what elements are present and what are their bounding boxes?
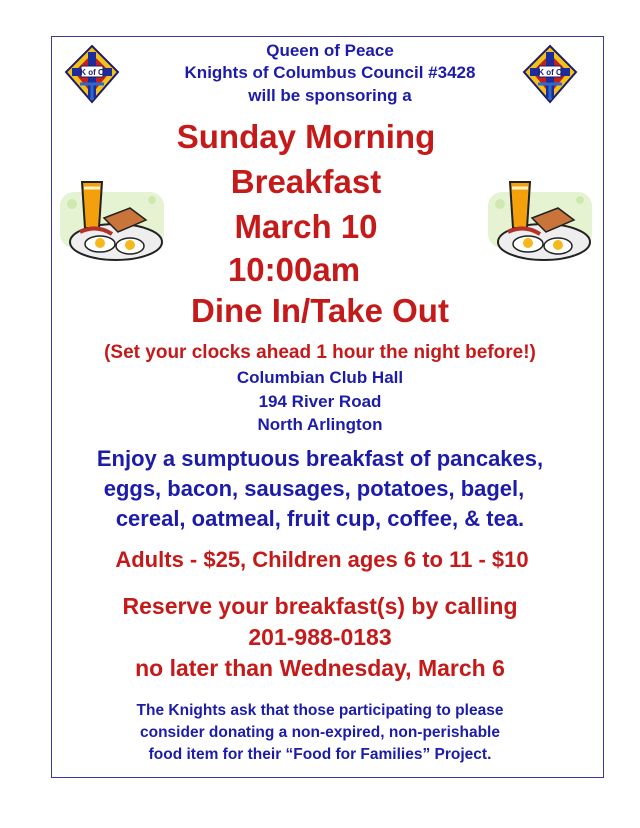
footer-line-3: food item for their “Food for Families” Project. (148, 746, 492, 763)
footer-line-2: consider donating a non-expired, non-perishable (140, 724, 500, 741)
footer-line-1: The Knights ask that those participating to please (136, 702, 504, 719)
clock-note: (Set your clocks ahead 1 hour the night before!) (104, 342, 536, 363)
event-title-line-1: Sunday Morning (176, 118, 436, 155)
header-line-3: will be sponsoring a (248, 86, 412, 105)
header-line-2: Knights of Columbus Council #3428 (184, 63, 476, 82)
venue-town: North Arlington (257, 415, 383, 434)
venue-street: 194 River Road (258, 392, 382, 411)
reserve-line: Reserve your breakfast(s) by calling (122, 593, 518, 619)
reserve-deadline: no later than Wednesday, March 6 (135, 655, 505, 681)
menu-line-1: Enjoy a sumptuous breakfast of pancakes, (96, 446, 544, 471)
svg-text:K of C: K of C (538, 68, 562, 77)
event-time: 10:00am (227, 251, 361, 288)
venue-name: Columbian Club Hall (236, 368, 404, 387)
menu-line-2: eggs, bacon, sausages, potatoes, bagel, (103, 476, 525, 501)
event-service: Dine In/Take Out (191, 292, 449, 329)
reserve-phone: 201-988-0183 (248, 624, 392, 650)
prices: Adults - $25, Children ages 6 to 11 - $10 (115, 547, 529, 572)
event-date: March 10 (234, 208, 378, 245)
event-title-line-2: Breakfast (230, 163, 382, 200)
svg-text:K of C: K of C (80, 68, 104, 77)
header-line-1: Queen of Peace (266, 41, 394, 60)
menu-line-3: cereal, oatmeal, fruit cup, coffee, & tea. (115, 506, 525, 531)
